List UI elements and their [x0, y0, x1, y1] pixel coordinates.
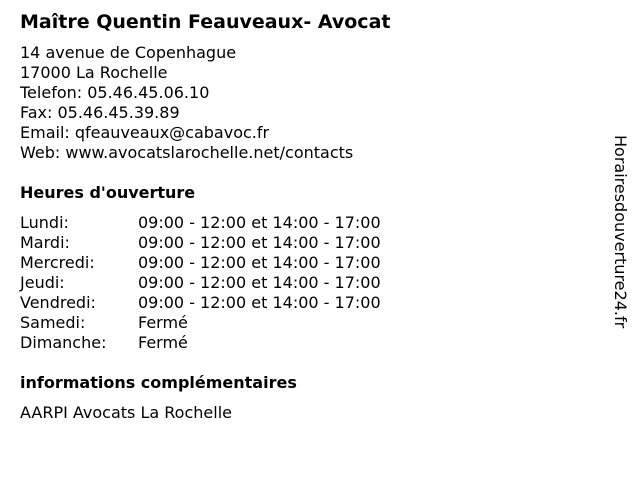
additional-info-heading: informations complémentaires: [20, 373, 297, 392]
time-value: 09:00 - 12:00 et 14:00 - 17:00: [138, 233, 381, 252]
day-label: Mercredi:: [20, 253, 95, 272]
hours-row-tuesday: [20, 233, 381, 253]
opening-hours-heading: Heures d'ouverture: [20, 183, 196, 202]
time-value: 09:00 - 12:00 et 14:00 - 17:00: [138, 273, 381, 292]
hours-row-sunday: [20, 333, 381, 353]
hours-row-friday: [20, 293, 381, 313]
day-label: Dimanche:: [20, 333, 107, 352]
day-label: Lundi:: [20, 213, 69, 232]
fax-line: Fax: 05.46.45.39.89: [20, 103, 180, 122]
day-label: Jeudi:: [20, 273, 65, 292]
web-line: Web: www.avocatslarochelle.net/contacts: [20, 143, 354, 162]
day-label: Mardi:: [20, 233, 70, 252]
address-city: 17000 La Rochelle: [20, 63, 168, 82]
hours-row-monday: [20, 213, 381, 233]
additional-info-text: AARPI Avocats La Rochelle: [20, 403, 232, 422]
day-label: Samedi:: [20, 313, 86, 332]
time-value: Fermé: [138, 333, 188, 352]
email-line: Email: qfeauveaux@cabavoc.fr: [20, 123, 270, 142]
business-title: Maître Quentin Feauveaux- Avocat: [20, 11, 391, 33]
contact-block: [20, 43, 353, 163]
hours-row-thursday: [20, 273, 381, 293]
opening-hours-table: [20, 213, 381, 353]
time-value: Fermé: [138, 313, 188, 332]
time-value: 09:00 - 12:00 et 14:00 - 17:00: [138, 213, 381, 232]
address-street: 14 avenue de Copenhague: [20, 43, 237, 62]
phone-line: Telefon: 05.46.45.06.10: [20, 83, 210, 102]
hours-row-wednesday: [20, 253, 381, 273]
day-label: Vendredi:: [20, 293, 96, 312]
time-value: 09:00 - 12:00 et 14:00 - 17:00: [138, 293, 381, 312]
watermark: [608, 135, 632, 375]
time-value: 09:00 - 12:00 et 14:00 - 17:00: [138, 253, 381, 272]
hours-row-saturday: [20, 313, 381, 333]
watermark-text: Horairesdouverture24.fr: [611, 135, 630, 329]
